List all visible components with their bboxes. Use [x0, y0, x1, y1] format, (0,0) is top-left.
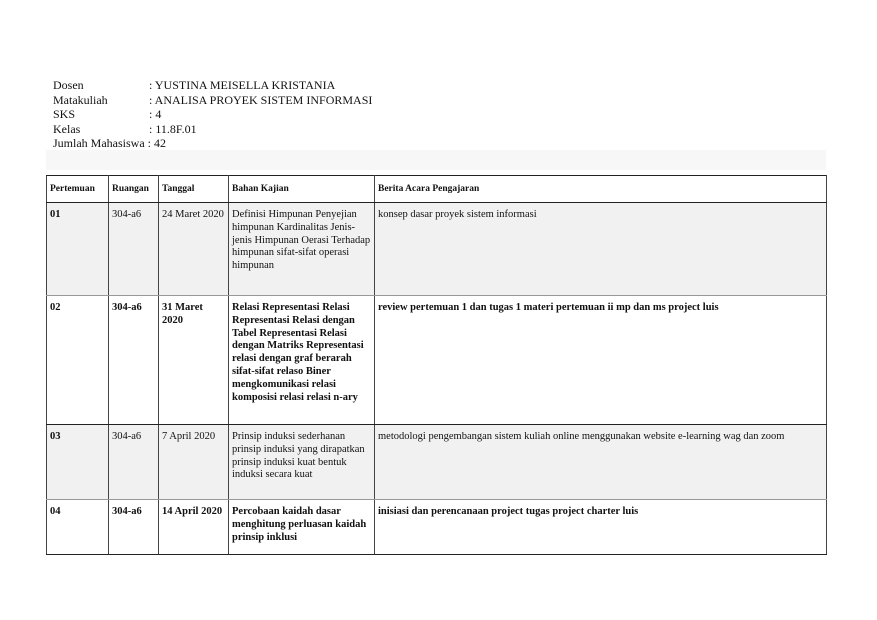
berita-acara-cell: review pertemuan 1 dan tugas 1 materi pertemuan ii mp dan ms project luis: [375, 296, 827, 425]
sks-row: [53, 107, 372, 122]
jumlah-mahasiswa-label: Jumlah Mahasiswa: [53, 136, 145, 151]
kelas-row: [53, 122, 372, 137]
header-divider-band: [46, 150, 826, 170]
kelas-label: Kelas: [53, 121, 81, 136]
ruangan-cell: 304-a6: [109, 500, 159, 555]
table-row: [47, 296, 827, 425]
pertemuan-cell: 03: [47, 425, 109, 500]
pertemuan-cell: 02: [47, 296, 109, 425]
jumlah-mahasiswa-row: [53, 136, 372, 151]
berita-acara-cell: inisiasi dan perencanaan project tugas project charter luis: [375, 500, 827, 555]
pertemuan-cell: 01: [47, 203, 109, 296]
bahan-kajian-cell: Percobaan kaidah dasar menghitung perluasan kaidah prinsip inklusi: [229, 500, 375, 555]
matakuliah-value: : ANALISA PROYEK SISTEM INFORMASI: [149, 92, 373, 107]
ruangan-cell: 304-a6: [109, 296, 159, 425]
tanggal-cell: 31 Maret 2020: [159, 296, 229, 425]
tanggal-cell: 7 April 2020: [159, 425, 229, 500]
pertemuan-cell: 04: [47, 500, 109, 555]
dosen-row: [53, 78, 372, 93]
matakuliah-row: [53, 93, 372, 108]
table-row: [47, 500, 827, 555]
sks-value: : 4: [149, 107, 162, 122]
table-row: [47, 425, 827, 500]
berita-acara-cell: konsep dasar proyek sistem informasi: [375, 203, 827, 296]
berita-acara-cell: metodologi pengembangan sistem kuliah online menggunakan website e-learning wag dan zoom: [375, 425, 827, 500]
bahan-kajian-cell: Prinsip induksi sederhanan prinsip induksi yang dirapatkan prinsip induksi kuat bentuk induksi secara kuat: [229, 425, 375, 500]
column-header-tanggal: Tanggal: [159, 176, 229, 203]
sks-label: SKS: [53, 107, 76, 122]
column-header-berita-acara: Berita Acara Pengajaran: [375, 176, 827, 203]
table-row: [47, 203, 827, 296]
column-header-bahan-kajian: Bahan Kajian: [229, 176, 375, 203]
bahan-kajian-cell: Relasi Representasi Relasi Representasi Relasi dengan Tabel Representasi Relasi dengan Matriks Representasi relasi dengan graf berarah sifat-sifat relaso Biner mengkomunikasi relasi komposisi relasi relasi n-ary: [229, 296, 375, 425]
kelas-value: : 11.8F.01: [149, 121, 197, 136]
tanggal-cell: 14 April 2020: [159, 500, 229, 555]
column-header-ruangan: Ruangan: [109, 176, 159, 203]
jumlah-mahasiswa-value: : 42: [147, 136, 166, 151]
teaching-report-table: [46, 175, 827, 555]
table-header-row: [47, 176, 827, 203]
matakuliah-label: Matakuliah: [53, 92, 108, 107]
tanggal-cell: 24 Maret 2020: [159, 203, 229, 296]
dosen-value: : YUSTINA MEISELLA KRISTANIA: [149, 78, 336, 92]
bahan-kajian-cell: Definisi Himpunan Penyejian himpunan Kardinalitas Jenis-jenis Himpunan Oerasi Terhadap himpunan sifat-sifat operasi himpunan: [229, 203, 375, 296]
ruangan-cell: 304-a6: [109, 425, 159, 500]
document-header: [53, 78, 372, 151]
column-header-pertemuan: Pertemuan: [47, 176, 109, 203]
dosen-label: Dosen: [53, 78, 84, 92]
ruangan-cell: 304-a6: [109, 203, 159, 296]
